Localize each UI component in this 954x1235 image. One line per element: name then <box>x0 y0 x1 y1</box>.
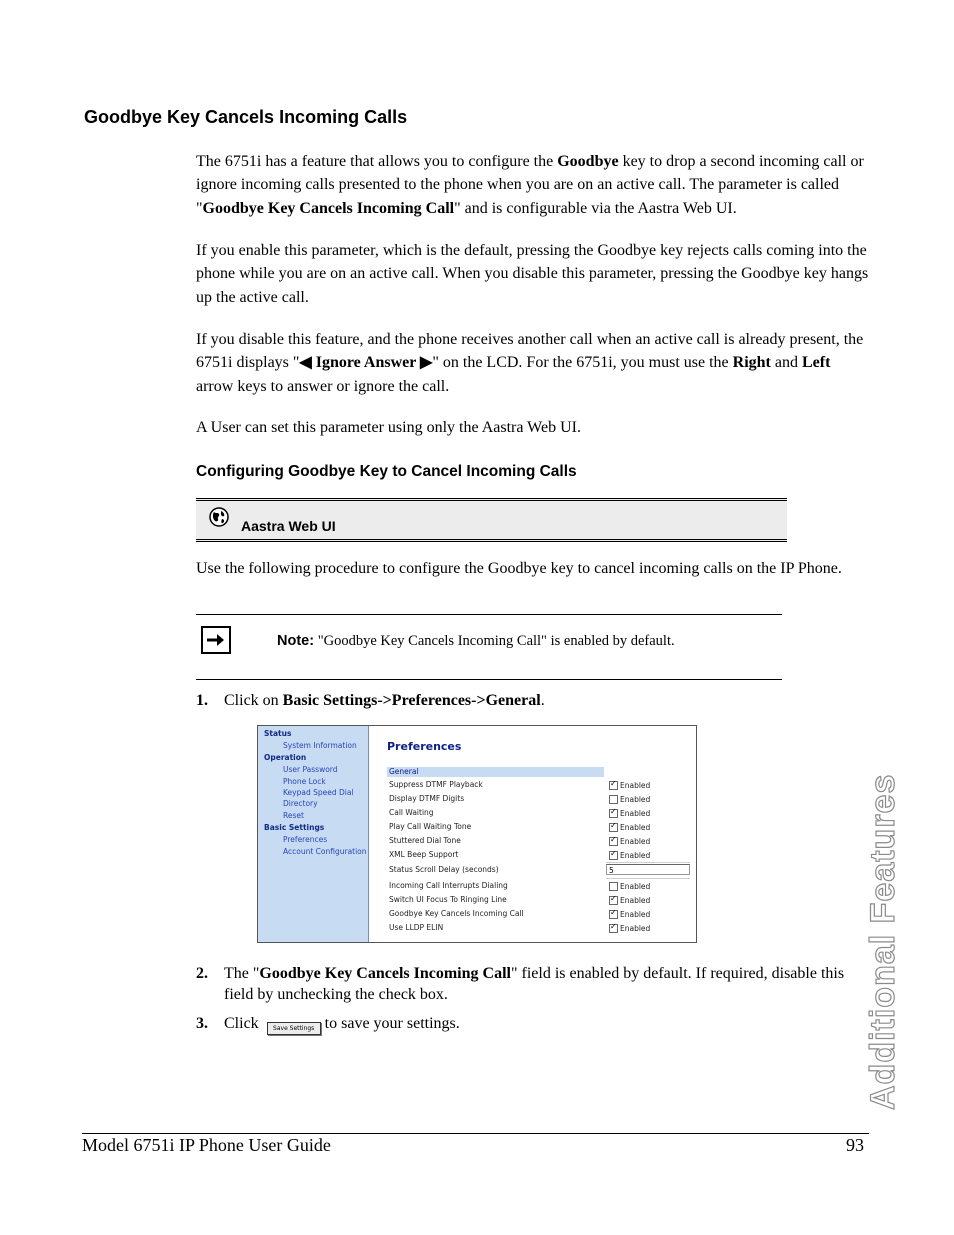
sidebar-user-password[interactable]: User Password <box>283 765 338 774</box>
enabled-label: Enabled <box>620 823 651 832</box>
enabled-label: Enabled <box>620 795 651 804</box>
enabled-label: Enabled <box>620 837 651 846</box>
subsection-heading: Configuring Goodbye Key to Cancel Incoming Calls <box>196 463 577 480</box>
web-ui-label: Aastra Web UI <box>241 518 336 534</box>
checkbox-switch-ui-focus[interactable] <box>609 896 618 905</box>
checkbox-incoming-interrupts[interactable] <box>609 882 618 891</box>
procedure-intro: Use the following procedure to configure the Goodbye key to cancel incoming calls on the IP Phone. <box>196 560 842 577</box>
chapter-side-tab: Additional Features <box>864 773 902 1110</box>
sidebar-phone-lock[interactable]: Phone Lock <box>283 777 326 786</box>
sidebar-operation[interactable]: Operation <box>264 753 307 762</box>
enabled-label: Enabled <box>620 851 651 860</box>
sidebar-reset[interactable]: Reset <box>283 811 304 820</box>
checkbox-xml-beep[interactable] <box>609 851 618 860</box>
row-label-lldp-elin: Use LLDP ELIN <box>389 923 444 932</box>
row-label-stuttered-dial-tone: Stuttered Dial Tone <box>389 836 461 845</box>
note-text: Note: "Goodbye Key Cancels Incoming Call" is enabled by default. <box>277 633 675 649</box>
paragraph-user-note: A User can set this parameter using only the Aastra Web UI. <box>196 419 581 436</box>
row-label-call-waiting-tone: Play Call Waiting Tone <box>389 822 472 831</box>
row-separator <box>606 862 690 863</box>
row-label-suppress-dtmf: Suppress DTMF Playback <box>389 780 483 789</box>
row-label-xml-beep: XML Beep Support <box>389 850 459 859</box>
step-1: 1. Click on Basic Settings->Preferences->General. <box>196 692 545 709</box>
row-label-switch-ui-focus: Switch UI Focus To Ringing Line <box>389 895 507 904</box>
sidebar-status[interactable]: Status <box>264 729 292 738</box>
footer-rule <box>82 1133 869 1134</box>
general-section-bar: General <box>387 767 604 777</box>
enabled-label: Enabled <box>620 882 651 891</box>
sidebar-account-configuration[interactable]: Account Configuration <box>283 847 367 856</box>
enabled-label: Enabled <box>620 896 651 905</box>
row-label-scroll-delay: Status Scroll Delay (seconds) <box>389 865 499 874</box>
sidebar-keypad-speed-dial[interactable]: Keypad Speed Dial <box>283 788 354 797</box>
row-separator <box>606 878 690 879</box>
note-box <box>196 614 782 680</box>
step-2: 2. The "Goodbye Key Cancels Incoming Call" field is enabled by default. If required, disable this field by unchecking the check box. <box>196 965 845 1003</box>
sidebar-preferences[interactable]: Preferences <box>283 835 328 844</box>
checkbox-call-waiting[interactable] <box>609 809 618 818</box>
paragraph-enable: If you enable this parameter, which is the default, pressing the Goodbye key rejects calls coming into the phone while you are on an active call. When you disable this parameter, pressing the Goodbye key hangs up the active call. <box>196 242 869 306</box>
section-heading: Goodbye Key Cancels Incoming Calls <box>84 107 408 127</box>
sidebar-system-information[interactable]: System Information <box>283 741 357 750</box>
web-ui-banner <box>196 498 787 542</box>
footer-title: Model 6751i IP Phone User Guide <box>82 1135 331 1155</box>
checkbox-lldp-elin[interactable] <box>609 924 618 933</box>
enabled-label: Enabled <box>620 781 651 790</box>
note-arrow-icon <box>201 626 231 654</box>
checkbox-stuttered-dial-tone[interactable] <box>609 837 618 846</box>
globe-icon <box>209 507 229 527</box>
paragraph-intro: The 6751i has a feature that allows you to configure the Goodbye key to drop a second incoming call or ignore incoming calls presented to the phone when you are on an active call. The parameter is called "Goodbye Key Cancels Incoming Call" and is configurable via the Aastra Web UI. <box>196 153 864 217</box>
checkbox-goodbye-key[interactable] <box>609 910 618 919</box>
row-label-incoming-interrupts: Incoming Call Interrupts Dialing <box>389 881 508 890</box>
web-ui-sidebar <box>258 726 369 942</box>
page-number: 93 <box>846 1135 864 1155</box>
sidebar-basic-settings[interactable]: Basic Settings <box>264 823 325 832</box>
enabled-label: Enabled <box>620 910 651 919</box>
row-label-call-waiting: Call Waiting <box>389 808 434 817</box>
sidebar-directory[interactable]: Directory <box>283 799 318 808</box>
row-label-display-dtmf: Display DTMF Digits <box>389 794 465 803</box>
preferences-title: Preferences <box>387 740 462 753</box>
row-label-goodbye-key: Goodbye Key Cancels Incoming Call <box>389 909 524 918</box>
enabled-label: Enabled <box>620 809 651 818</box>
paragraph-disable: If you disable this feature, and the phone receives another call when an active call is already present, the 6751i displays "◀ Ignore Answer ▶" on the LCD. For the 6751i, you must use the Right and Left arrow keys to answer or ignore the call. <box>196 331 864 395</box>
checkbox-call-waiting-tone[interactable] <box>609 823 618 832</box>
checkbox-display-dtmf[interactable] <box>609 795 618 804</box>
step-3: 3. Click Save Settings to save your settings. <box>196 1013 866 1035</box>
web-ui-screenshot <box>257 725 697 943</box>
save-settings-button[interactable]: Save Settings <box>267 1022 321 1035</box>
scroll-delay-input[interactable]: 5 <box>606 864 690 875</box>
checkbox-suppress-dtmf[interactable] <box>609 781 618 790</box>
enabled-label: Enabled <box>620 924 651 933</box>
